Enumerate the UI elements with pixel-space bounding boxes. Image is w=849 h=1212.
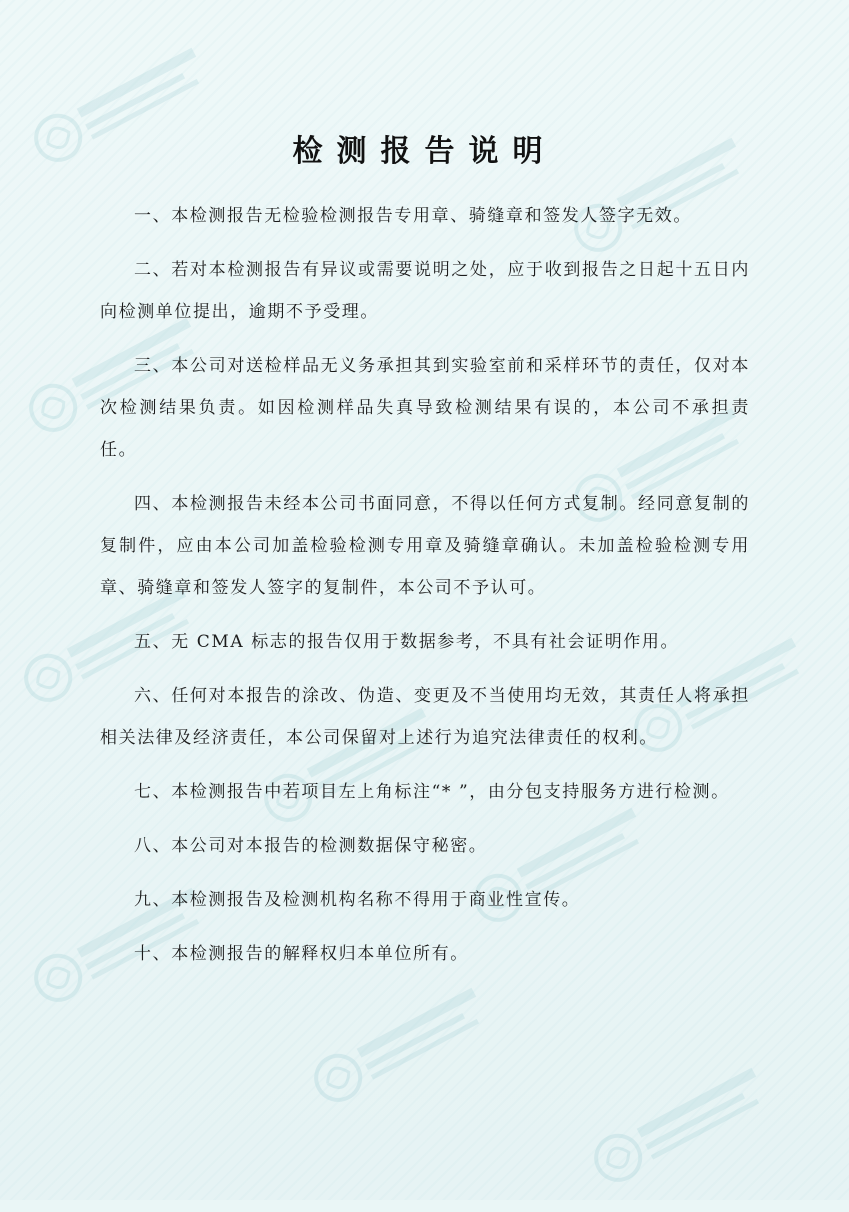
document-body: [100, 195, 750, 987]
company-logo-watermark-icon: [571, 1038, 790, 1211]
clause-7: 七、本检测报告中若项目左上角标注“* ”，由分包支持服务方进行检测。: [134, 782, 730, 802]
clause-3: 三、本公司对送检样品无义务承担其到实验室前和采样环节的责任，仅对本次检测结果负责。如因检测样品失真导致检测结果有误的，本公司不承担责任。: [100, 356, 750, 460]
clause-1: 一、本检测报告无检验检测报告专用章、骑缝章和签发人签字无效。: [134, 206, 692, 226]
clause-2: 二、若对本检测报告有异议或需要说明之处，应于收到报告之日起十五日内向检测单位提出，逾期不予受理。: [100, 260, 750, 322]
clause-6: 六、任何对本报告的涂改、伪造、变更及不当使用均无效，其责任人将承担相关法律及经济责任，本公司保留对上述行为追究法律责任的权利。: [100, 686, 750, 748]
document-title: 检测报告说明: [292, 134, 557, 169]
clause-8: 八、本公司对本报告的检测数据保守秘密。: [134, 836, 488, 856]
clause-4: 四、本检测报告未经本公司书面同意，不得以任何方式复制。经同意复制的复制件，应由本公司加盖检验检测专用章及骑缝章确认。未加盖检验检测专用章、骑缝章和签发人签字的复制件，本公司不予认可。: [100, 494, 750, 598]
clause-10: 十、本检测报告的解释权归本单位所有。: [134, 944, 469, 964]
clause-5: 五、无 CMA 标志的报告仅用于数据参考，不具有社会证明作用。: [134, 632, 680, 652]
clause-9: 九、本检测报告及检测机构名称不得用于商业性宣传。: [134, 890, 581, 910]
